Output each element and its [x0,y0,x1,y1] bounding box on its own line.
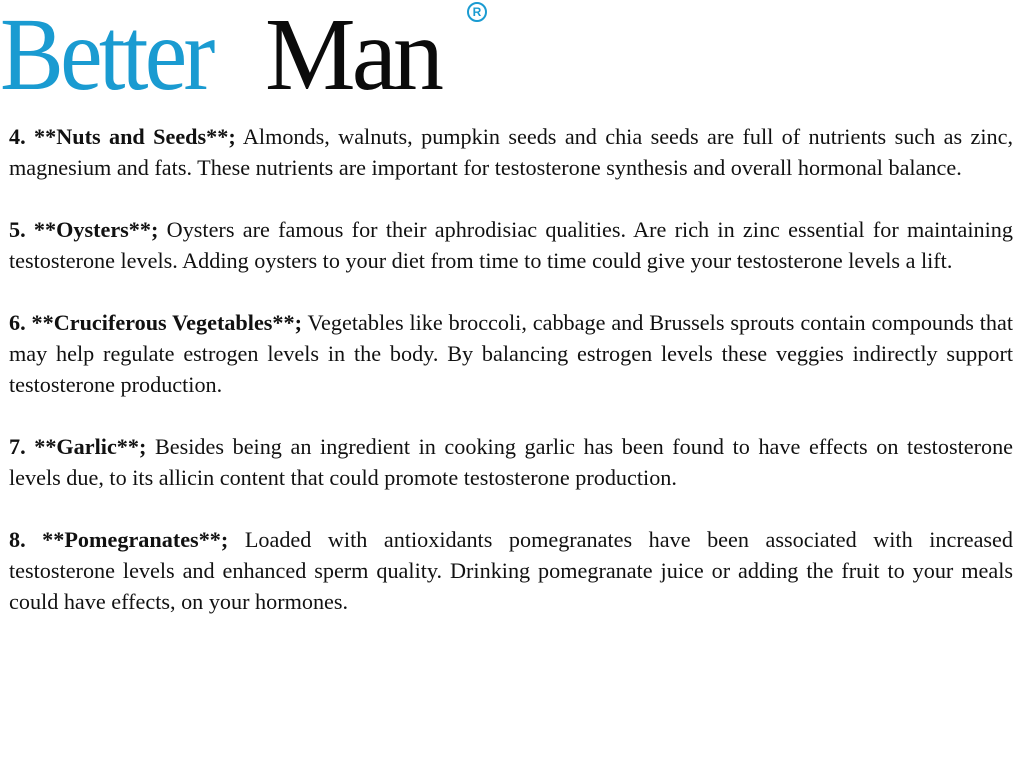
item-text: Oysters are famous for their aphrodisiac qualities. Are rich in zinc essential for maintaining testosterone levels. Adding oysters to your diet from time to time could give your testosterone levels a lift. [9,217,1013,273]
list-item [9,214,1013,276]
item-heading: 6. **Cruciferous Vegetables**; [9,310,302,335]
item-heading: 5. **Oysters**; [9,217,159,242]
list-item [9,121,1013,183]
item-text: Besides being an ingredient in cooking garlic has been found to have effects on testosterone levels due, to its allicin content that could promote testosterone production. [9,434,1014,490]
item-text: Vegetables like broccoli, cabbage and Brussels sprouts contain compounds that may help regulate estrogen levels in the body. By balancing estrogen levels these veggies indirectly support testosterone production. [9,310,1013,397]
brand-logo-better: Better [0,0,212,112]
brand-logo-man: Man [265,0,441,112]
item-heading: 7. **Garlic**; [9,434,147,459]
list-item [9,431,1013,493]
brand-logo [0,0,500,112]
article-body [9,121,1013,648]
item-text: Loaded with antioxidants pomegranates have been associated with increased testosterone levels and enhanced sperm quality. Drinking pomegranate juice or adding the fruit to your meals could have effects, on your hormones. [9,527,1013,614]
registered-mark-icon: R [467,2,487,22]
item-heading: 8. **Pomegranates**; [9,527,229,552]
list-item [9,524,1013,617]
item-text: Almonds, walnuts, pumpkin seeds and chia seeds are full of nutrients such as zinc, magnesium and fats. These nutrients are important for testosterone synthesis and overall hormonal balance. [9,124,1013,180]
list-item [9,307,1013,400]
item-heading: 4. **Nuts and Seeds**; [9,124,236,149]
